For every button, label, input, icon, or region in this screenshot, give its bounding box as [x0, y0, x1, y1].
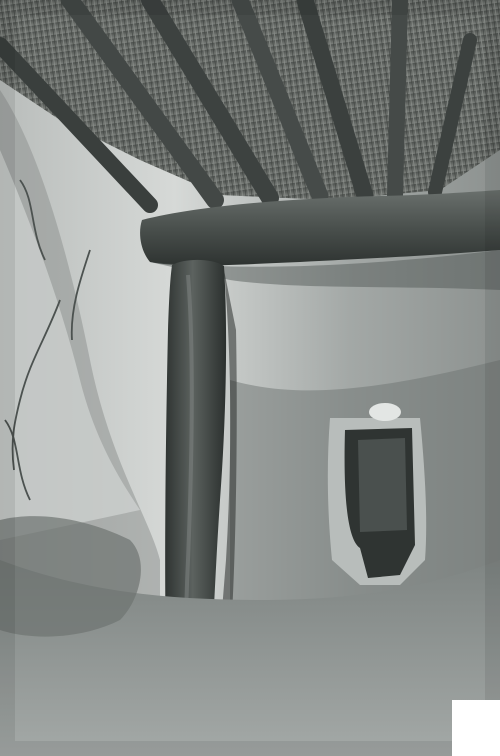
rafter: [395, 0, 400, 195]
doorway-inner: [358, 438, 407, 532]
corner-blank-area: [452, 700, 500, 756]
doorway-highlight: [369, 403, 401, 421]
